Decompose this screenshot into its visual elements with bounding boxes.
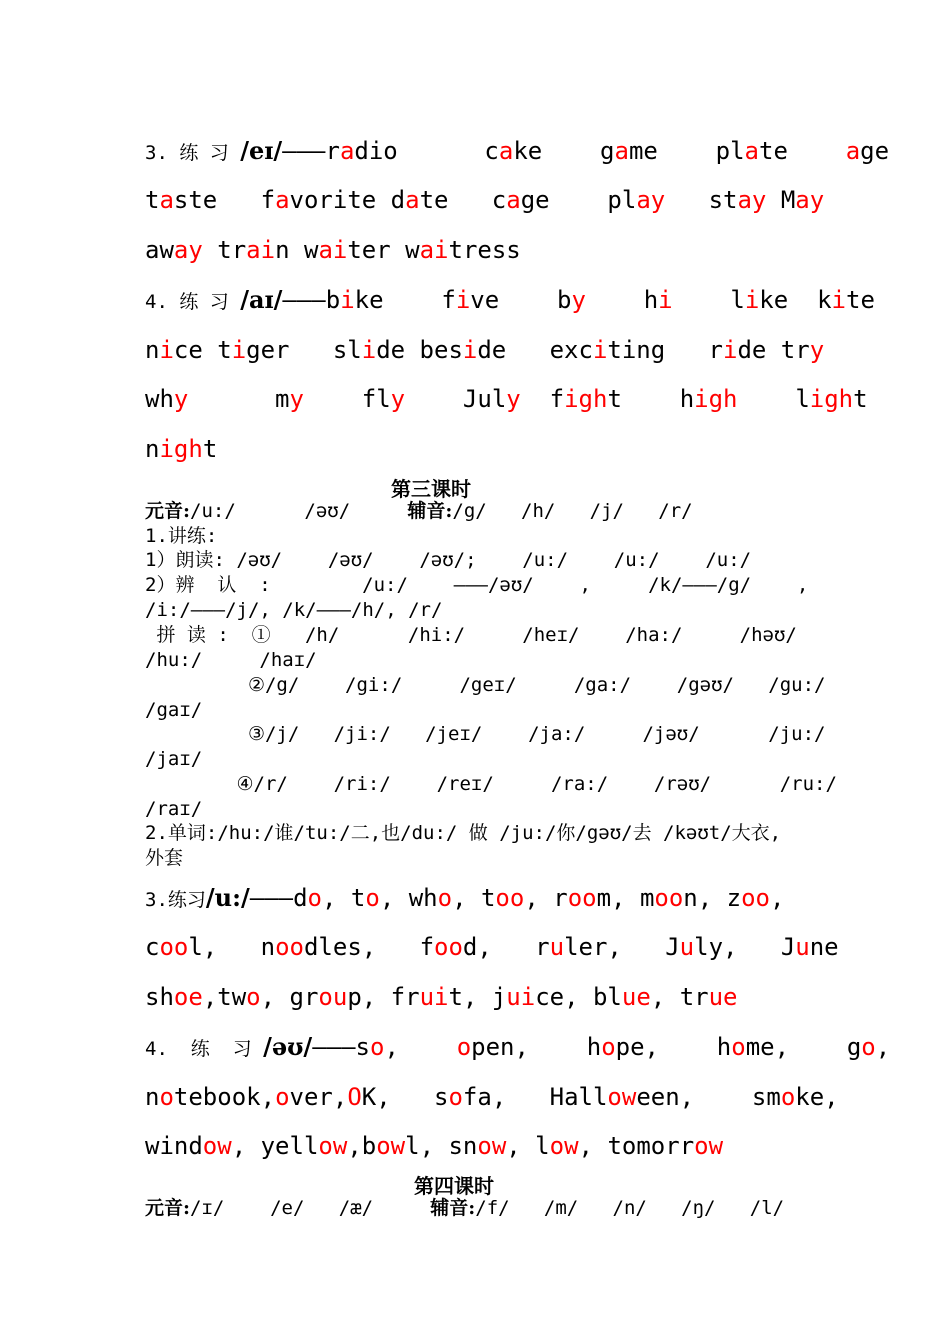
vowels-list: /u:/ /əʊ/: [190, 500, 351, 522]
word-text: , tr: [650, 983, 709, 1011]
word-text: de exc: [477, 336, 593, 364]
word-text: ke k: [759, 286, 832, 314]
word-text: t: [145, 186, 160, 214]
word-text: ke,: [795, 1083, 839, 1111]
highlighted-letters: ui: [419, 983, 449, 1011]
practice-label: 4. 练 习: [145, 1038, 264, 1060]
word-text: pen, h: [471, 1033, 602, 1061]
highlighted-letters: y: [506, 385, 521, 413]
highlighted-letters: o: [246, 983, 261, 1011]
word-text: d, r: [462, 933, 550, 961]
ipa-symbol: /u:/: [205, 883, 250, 912]
vowels-label: 元音:: [145, 1197, 191, 1219]
highlighted-letters: a: [614, 137, 629, 165]
practice-ai-line-1: [145, 285, 875, 317]
highlighted-letters: oo: [741, 884, 770, 912]
highlighted-letters: o: [365, 884, 380, 912]
word-text: dles, f: [303, 933, 435, 961]
word-text: t: [202, 435, 218, 463]
word-text: ce, bl: [535, 983, 622, 1011]
highlighted-letters: igh: [159, 435, 203, 463]
word-text: ne: [809, 933, 839, 961]
practice-u-line-3: [145, 982, 738, 1012]
highlighted-letters: oe: [173, 983, 203, 1011]
highlighted-letters: y: [809, 336, 825, 364]
highlighted-letters: u: [549, 933, 565, 961]
spell-line-2: /hu:/ /haɪ/: [145, 649, 317, 671]
word-text: de tr: [737, 336, 810, 364]
highlighted-letters: o: [861, 1033, 876, 1061]
word-text: aw: [145, 236, 174, 264]
word-text: ter w: [347, 236, 420, 264]
identify-line-1: 2）辨 认 : /u:/ ———/əʊ/ , /k/———/g/ ,: [145, 574, 809, 596]
practice-ou-line-3: [145, 1131, 723, 1161]
word-text: b: [325, 286, 341, 314]
highlighted-letters: a: [744, 137, 759, 165]
highlighted-letters: a: [405, 186, 420, 214]
word-text: ge: [860, 137, 890, 165]
spell-line-8: /raɪ/: [145, 798, 203, 820]
word-text: te c: [419, 186, 507, 214]
highlighted-letters: oo: [275, 933, 304, 961]
word-text: st: [665, 186, 738, 214]
word-line: [145, 435, 217, 463]
highlighted-letters: y: [390, 385, 406, 413]
highlighted-letters: a: [506, 186, 521, 214]
highlighted-letters: i: [231, 336, 247, 364]
word-text: ke g: [513, 137, 615, 165]
word-text: wind: [145, 1132, 203, 1160]
word-text: ve b: [470, 286, 572, 314]
word-text: ler, J: [564, 933, 680, 961]
highlighted-letters: o: [456, 1033, 472, 1061]
word-line: [145, 236, 521, 264]
highlighted-letters: ow: [318, 1132, 348, 1160]
practice-ei-line-3: [145, 235, 521, 265]
word-text: l: [672, 286, 745, 314]
spell-line-4: /gaɪ/: [145, 699, 203, 721]
word-text: l, sn: [405, 1132, 478, 1160]
word-line: [293, 884, 784, 912]
word-line: [325, 137, 889, 165]
highlighted-letters: oo: [434, 933, 463, 961]
highlighted-letters: o: [448, 1083, 463, 1111]
lesson-3-sounds: [145, 499, 693, 523]
consonants-label: 辅音:: [430, 1197, 476, 1219]
highlighted-letters: ay: [737, 186, 767, 214]
ipa-symbol: /aɪ/: [240, 285, 283, 314]
highlighted-letters: i: [592, 336, 608, 364]
highlighted-letters: oo: [654, 884, 684, 912]
word-text: tr: [202, 236, 247, 264]
word-text: , t: [452, 884, 496, 912]
highlighted-letters: o: [275, 1083, 290, 1111]
word-text: , l: [506, 1132, 550, 1160]
word-text: ste f: [173, 186, 276, 214]
highlighted-letters: o: [370, 1033, 385, 1061]
word-text: fl: [303, 385, 391, 413]
highlighted-letters: i: [361, 336, 377, 364]
dash: ———: [282, 137, 326, 165]
highlighted-letters: u: [795, 933, 810, 961]
highlighted-letters: ay: [636, 186, 666, 214]
highlighted-letters: ow: [376, 1132, 406, 1160]
highlighted-letters: u: [679, 933, 695, 961]
lesson-3-title: 第三课时: [391, 477, 471, 501]
word-text: me pl: [628, 137, 745, 165]
practice-label: 4. 练 习: [145, 291, 241, 313]
word-text: ting r: [607, 336, 723, 364]
highlighted-letters: ai: [246, 236, 276, 264]
lesson-4-sounds: [145, 1196, 784, 1220]
highlighted-letters: igh: [809, 385, 854, 413]
highlighted-letters: o: [731, 1033, 746, 1061]
highlighted-letters: ai: [318, 236, 348, 264]
practice-ou-line-1: [145, 1032, 890, 1064]
practice-ai-line-4: [145, 434, 217, 464]
word-text: ver,: [289, 1083, 348, 1111]
word-text: wh: [145, 385, 174, 413]
highlighted-letters: ow: [607, 1083, 637, 1111]
word-text: l, n: [188, 933, 276, 961]
word-text: K, s: [361, 1083, 449, 1111]
highlighted-letters: igh: [694, 385, 738, 413]
highlighted-letters: i: [159, 336, 174, 364]
word-text: te: [846, 286, 875, 314]
word-text: r: [325, 137, 340, 165]
consonants-list: /g/ /h/ /j/ /r/: [452, 500, 693, 522]
words-line-2: 外套: [145, 847, 184, 869]
highlighted-letters: ay: [795, 186, 825, 214]
spell-line-1: 拼 读 : ① /h/ /hi:/ /heɪ/ /ha:/ /həʊ/: [145, 624, 797, 646]
word-text: c: [145, 933, 160, 961]
word-text: me, g: [745, 1033, 862, 1061]
practice-title: 1.讲练:: [145, 525, 218, 547]
word-text: t h: [607, 385, 695, 413]
highlighted-letters: ow: [694, 1132, 724, 1160]
highlighted-letters: o: [307, 884, 322, 912]
word-text: n: [145, 336, 160, 364]
highlighted-letters: y: [571, 286, 586, 314]
word-text: n w: [275, 236, 319, 264]
word-text: ly, J: [694, 933, 796, 961]
highlighted-letters: o: [159, 1083, 174, 1111]
highlighted-letters: i: [831, 286, 846, 314]
word-text: ge pl: [520, 186, 637, 214]
lesson-4-title: 第四课时: [414, 1174, 494, 1198]
practice-u-line-1: [145, 883, 784, 915]
word-line: [145, 186, 824, 214]
highlighted-letters: a: [339, 137, 355, 165]
highlighted-letters: a: [845, 137, 861, 165]
highlighted-letters: ue: [708, 983, 738, 1011]
ipa-symbol: /əʊ/: [263, 1032, 313, 1061]
highlighted-letters: ui: [506, 983, 536, 1011]
highlighted-letters: ow: [477, 1132, 507, 1160]
word-text: vorite d: [289, 186, 406, 214]
word-text: de bes: [376, 336, 463, 364]
word-text: sh: [145, 983, 174, 1011]
practice-u-line-2: [145, 932, 839, 962]
highlighted-letters: i: [455, 286, 471, 314]
word-text: t, j: [448, 983, 507, 1011]
highlighted-letters: ou: [318, 983, 348, 1011]
word-text: ,: [384, 1033, 457, 1061]
spell-line-5: ③/j/ /ji:/ /jeɪ/ /ja:/ /jəʊ/ /ju:/: [145, 723, 826, 745]
highlighted-letters: o: [437, 884, 453, 912]
practice-ei-line-1: [145, 136, 889, 168]
consonants-label: 辅音:: [407, 500, 453, 522]
practice-label: 3.练习: [145, 889, 206, 911]
highlighted-letters: y: [289, 385, 304, 413]
word-text: h: [585, 286, 659, 314]
word-text: , yell: [231, 1132, 319, 1160]
highlighted-letters: ai: [419, 236, 449, 264]
highlighted-letters: igh: [564, 385, 608, 413]
word-text: fa, Hall: [462, 1083, 608, 1111]
word-text: t: [853, 385, 868, 413]
word-text: Jul: [405, 385, 507, 413]
dash: ———: [249, 884, 294, 912]
word-text: m: [188, 385, 290, 413]
word-line: [145, 983, 738, 1011]
highlighted-letters: a: [275, 186, 290, 214]
word-text: , wh: [379, 884, 438, 912]
word-text: ,: [770, 884, 785, 912]
highlighted-letters: i: [744, 286, 760, 314]
word-line: [145, 385, 868, 413]
practice-label: 3. 练 习: [145, 142, 241, 164]
word-text: p, fr: [347, 983, 420, 1011]
highlighted-letters: i: [462, 336, 478, 364]
word-text: ,: [875, 1033, 891, 1061]
word-text: ger sl: [246, 336, 362, 364]
word-line: [356, 1033, 891, 1061]
practice-ai-line-2: [145, 335, 824, 365]
words-line-1: 2.单词:/hu:/谁/tu:/二,也/du:/ 做 /ju:/你/gəʊ/去 /kəʊt/大衣,: [145, 822, 782, 844]
word-text: n: [145, 435, 160, 463]
practice-ei-line-2: [145, 185, 824, 215]
word-text: ,b: [347, 1132, 377, 1160]
read-aloud-line: 1）朗读: /əʊ/ /əʊ/ /əʊ/; /u:/ /u:/ /u:/: [145, 549, 752, 571]
word-text: tress: [448, 236, 521, 264]
word-line: [326, 286, 875, 314]
identify-line-2: /i:/———/j/, /k/———/h/, /r/: [145, 599, 443, 621]
word-text: ,tw: [202, 983, 247, 1011]
highlighted-letters: ow: [202, 1132, 232, 1160]
spell-line-6: /jaɪ/: [145, 748, 203, 770]
word-text: ke f: [354, 286, 456, 314]
word-text: te: [759, 137, 846, 165]
highlighted-letters: ay: [173, 236, 203, 264]
word-text: pe, h: [615, 1033, 732, 1061]
word-text: m, m: [596, 884, 655, 912]
highlighted-letters: ow: [549, 1132, 579, 1160]
highlighted-letters: o: [780, 1083, 796, 1111]
word-text: n, z: [683, 884, 742, 912]
consonants-list: /f/ /m/ /n/ /ŋ/ /l/: [475, 1197, 785, 1219]
word-text: s: [355, 1033, 370, 1061]
word-text: f: [520, 385, 565, 413]
word-line: [145, 1132, 723, 1160]
highlighted-letters: ue: [621, 983, 651, 1011]
spell-line-3: ②/g/ /gi:/ /geɪ/ /ga:/ /gəʊ/ /gu:/: [145, 674, 826, 696]
word-text: , r: [524, 884, 568, 912]
word-text: dio c: [354, 137, 499, 165]
highlighted-letters: O: [347, 1083, 362, 1111]
highlighted-letters: o: [601, 1033, 616, 1061]
word-text: , tomorr: [578, 1132, 695, 1160]
word-line: [145, 336, 824, 364]
highlighted-letters: i: [340, 286, 355, 314]
highlighted-letters: a: [498, 137, 514, 165]
word-line: [145, 933, 839, 961]
word-text: , gr: [260, 983, 319, 1011]
spell-line-7: ④/r/ /ri:/ /reɪ/ /ra:/ /rəʊ/ /ru:/: [145, 773, 837, 795]
word-text: M: [766, 186, 796, 214]
highlighted-letters: oo: [567, 884, 597, 912]
word-text: ce t: [173, 336, 232, 364]
highlighted-letters: i: [723, 336, 738, 364]
highlighted-letters: y: [173, 385, 189, 413]
word-line: [145, 1083, 839, 1111]
ipa-symbol: /eɪ/: [240, 136, 283, 165]
dash: ———: [312, 1033, 356, 1061]
practice-ai-line-3: [145, 384, 868, 414]
practice-ou-line-2: [145, 1082, 839, 1112]
word-text: een, sm: [636, 1083, 781, 1111]
word-text: , t: [322, 884, 366, 912]
highlighted-letters: i: [658, 286, 673, 314]
word-text: d: [293, 884, 308, 912]
word-text: tebook,: [173, 1083, 276, 1111]
highlighted-letters: oo: [495, 884, 525, 912]
word-text: n: [145, 1083, 160, 1111]
highlighted-letters: a: [159, 186, 174, 214]
word-text: l: [737, 385, 810, 413]
highlighted-letters: oo: [159, 933, 189, 961]
vowels-list: /ɪ/ /e/ /æ/: [190, 1197, 374, 1219]
vowels-label: 元音:: [145, 500, 191, 522]
dash: ———: [282, 286, 326, 314]
